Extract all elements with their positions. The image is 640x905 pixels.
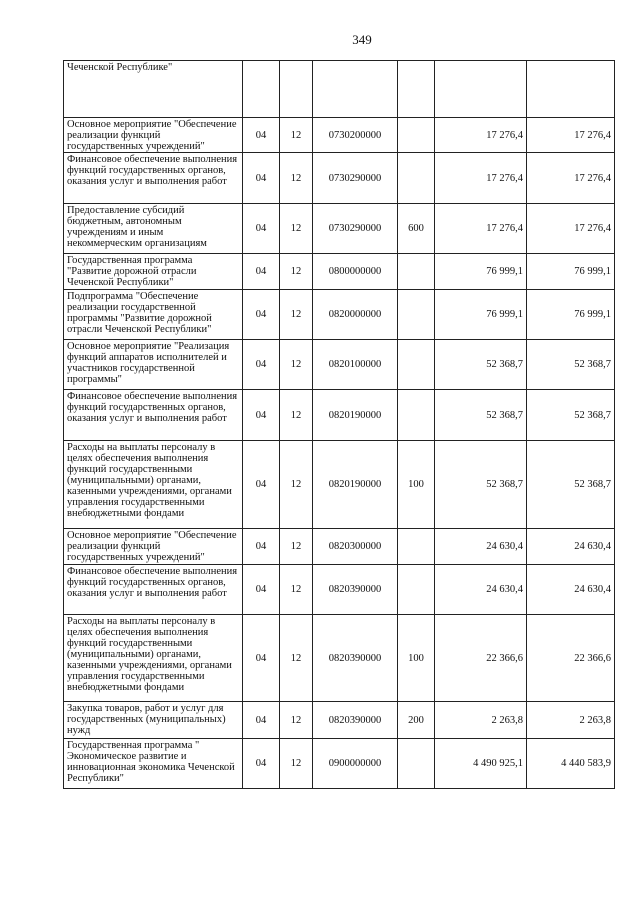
row-name-cell: Финансовое обеспечение выполнения функций государственных органов, оказания услуг и выполнения работ — [64, 565, 243, 615]
target-article-cell: 0820300000 — [313, 529, 398, 565]
expense-type-cell: 200 — [398, 702, 435, 739]
section-code-cell: 04 — [243, 529, 280, 565]
row-name-cell: Государственная программа " Экономическое развитие и инновационная экономика Чеченской Республики" — [64, 739, 243, 789]
subsection-code-cell: 12 — [280, 529, 313, 565]
page-number: 349 — [352, 32, 372, 47]
expense-type-cell: 100 — [398, 441, 435, 529]
subsection-code-cell: 12 — [280, 204, 313, 254]
amount-year2-cell: 76 999,1 — [527, 290, 615, 340]
table-row — [64, 290, 615, 340]
target-article-cell: 0820390000 — [313, 565, 398, 615]
row-name-cell: Расходы на выплаты персоналу в целях обеспечения выполнения функций государственными (муниципальными) органами, казенными учреждениями, органами управления государственными внебюджетными фондами — [64, 441, 243, 529]
amount-year2-cell: 76 999,1 — [527, 254, 615, 290]
table-row — [64, 118, 615, 153]
expense-type-cell — [398, 118, 435, 153]
amount-year2-cell: 24 630,4 — [527, 529, 615, 565]
row-name-cell: Чеченской Республике" — [64, 61, 243, 118]
section-code-cell: 04 — [243, 441, 280, 529]
target-article-cell: 0820000000 — [313, 290, 398, 340]
target-article-cell: 0900000000 — [313, 739, 398, 789]
table-row — [64, 702, 615, 739]
amount-year1-cell: 2 263,8 — [435, 702, 527, 739]
target-article-cell: 0800000000 — [313, 254, 398, 290]
target-article-cell: 0820390000 — [313, 615, 398, 702]
table-row — [64, 529, 615, 565]
table-body — [64, 61, 615, 789]
row-name-cell: Предоставление субсидий бюджетным, автономным учреждениям и иным некоммерческим организациям — [64, 204, 243, 254]
amount-year2-cell: 2 263,8 — [527, 702, 615, 739]
target-article-cell: 0820190000 — [313, 390, 398, 441]
expense-type-cell — [398, 390, 435, 441]
expense-type-cell — [398, 290, 435, 340]
subsection-code-cell: 12 — [280, 118, 313, 153]
section-code-cell: 04 — [243, 204, 280, 254]
expense-type-cell — [398, 153, 435, 204]
row-name-cell: Расходы на выплаты персоналу в целях обеспечения выполнения функций государственными (муниципальными) органами, казенными учреждениями, органами управления государственными внебюджетными фондами — [64, 615, 243, 702]
amount-year1-cell: 17 276,4 — [435, 204, 527, 254]
target-article-cell: 0730290000 — [313, 153, 398, 204]
subsection-code-cell: 12 — [280, 290, 313, 340]
section-code-cell: 04 — [243, 739, 280, 789]
section-code-cell: 04 — [243, 702, 280, 739]
amount-year2-cell: 17 276,4 — [527, 118, 615, 153]
amount-year1-cell: 17 276,4 — [435, 153, 527, 204]
amount-year2-cell: 24 630,4 — [527, 565, 615, 615]
amount-year1-cell: 52 368,7 — [435, 340, 527, 390]
section-code-cell: 04 — [243, 390, 280, 441]
row-name-cell: Основное мероприятие "Обеспечение реализации функций государственных учреждений" — [64, 529, 243, 565]
expense-type-cell — [398, 739, 435, 789]
table-row — [64, 441, 615, 529]
table-row — [64, 254, 615, 290]
row-name-cell: Основное мероприятие "Обеспечение реализации функций государственных учреждений" — [64, 118, 243, 153]
section-code-cell: 04 — [243, 615, 280, 702]
expense-type-cell — [398, 340, 435, 390]
amount-year2-cell: 52 368,7 — [527, 340, 615, 390]
subsection-code-cell: 12 — [280, 615, 313, 702]
amount-year1-cell — [435, 61, 527, 118]
subsection-code-cell: 12 — [280, 390, 313, 441]
table-row — [64, 153, 615, 204]
subsection-code-cell: 12 — [280, 340, 313, 390]
amount-year1-cell: 76 999,1 — [435, 254, 527, 290]
table-row — [64, 61, 615, 118]
target-article-cell: 0730200000 — [313, 118, 398, 153]
subsection-code-cell: 12 — [280, 702, 313, 739]
table-row — [64, 739, 615, 789]
section-code-cell — [243, 61, 280, 118]
section-code-cell: 04 — [243, 290, 280, 340]
row-name-cell: Основное мероприятие "Реализация функций аппаратов исполнителей и участников государственной программы" — [64, 340, 243, 390]
amount-year1-cell: 24 630,4 — [435, 565, 527, 615]
table-row — [64, 565, 615, 615]
row-name-cell: Финансовое обеспечение выполнения функций государственных органов, оказания услуг и выполнения работ — [64, 153, 243, 204]
expense-type-cell: 600 — [398, 204, 435, 254]
amount-year1-cell: 52 368,7 — [435, 441, 527, 529]
section-code-cell: 04 — [243, 153, 280, 204]
row-name-cell: Подпрограмма "Обеспечение реализации государственной программы "Развитие дорожной отрасли Чеченской Республики" — [64, 290, 243, 340]
amount-year2-cell: 4 440 583,9 — [527, 739, 615, 789]
subsection-code-cell: 12 — [280, 441, 313, 529]
subsection-code-cell: 12 — [280, 739, 313, 789]
expense-type-cell — [398, 254, 435, 290]
row-name-cell: Государственная программа "Развитие дорожной отрасли Чеченской Республики" — [64, 254, 243, 290]
amount-year1-cell: 4 490 925,1 — [435, 739, 527, 789]
amount-year2-cell: 52 368,7 — [527, 390, 615, 441]
amount-year2-cell: 17 276,4 — [527, 153, 615, 204]
target-article-cell — [313, 61, 398, 118]
row-name-cell: Закупка товаров, работ и услуг для государственных (муниципальных) нужд — [64, 702, 243, 739]
amount-year1-cell: 24 630,4 — [435, 529, 527, 565]
subsection-code-cell — [280, 61, 313, 118]
subsection-code-cell: 12 — [280, 153, 313, 204]
expense-type-cell — [398, 565, 435, 615]
target-article-cell: 0820100000 — [313, 340, 398, 390]
amount-year1-cell: 76 999,1 — [435, 290, 527, 340]
section-code-cell: 04 — [243, 118, 280, 153]
budget-table — [63, 60, 615, 789]
expense-type-cell: 100 — [398, 615, 435, 702]
table-row — [64, 204, 615, 254]
amount-year2-cell: 17 276,4 — [527, 204, 615, 254]
section-code-cell: 04 — [243, 340, 280, 390]
amount-year2-cell: 52 368,7 — [527, 441, 615, 529]
table-row — [64, 340, 615, 390]
table-row — [64, 615, 615, 702]
expense-type-cell — [398, 529, 435, 565]
amount-year1-cell: 17 276,4 — [435, 118, 527, 153]
row-name-cell: Финансовое обеспечение выполнения функций государственных органов, оказания услуг и выполнения работ — [64, 390, 243, 441]
subsection-code-cell: 12 — [280, 565, 313, 615]
amount-year1-cell: 22 366,6 — [435, 615, 527, 702]
amount-year2-cell — [527, 61, 615, 118]
amount-year2-cell: 22 366,6 — [527, 615, 615, 702]
target-article-cell: 0820190000 — [313, 441, 398, 529]
amount-year1-cell: 52 368,7 — [435, 390, 527, 441]
section-code-cell: 04 — [243, 565, 280, 615]
target-article-cell: 0820390000 — [313, 702, 398, 739]
expense-type-cell — [398, 61, 435, 118]
section-code-cell: 04 — [243, 254, 280, 290]
target-article-cell: 0730290000 — [313, 204, 398, 254]
table-row — [64, 390, 615, 441]
subsection-code-cell: 12 — [280, 254, 313, 290]
